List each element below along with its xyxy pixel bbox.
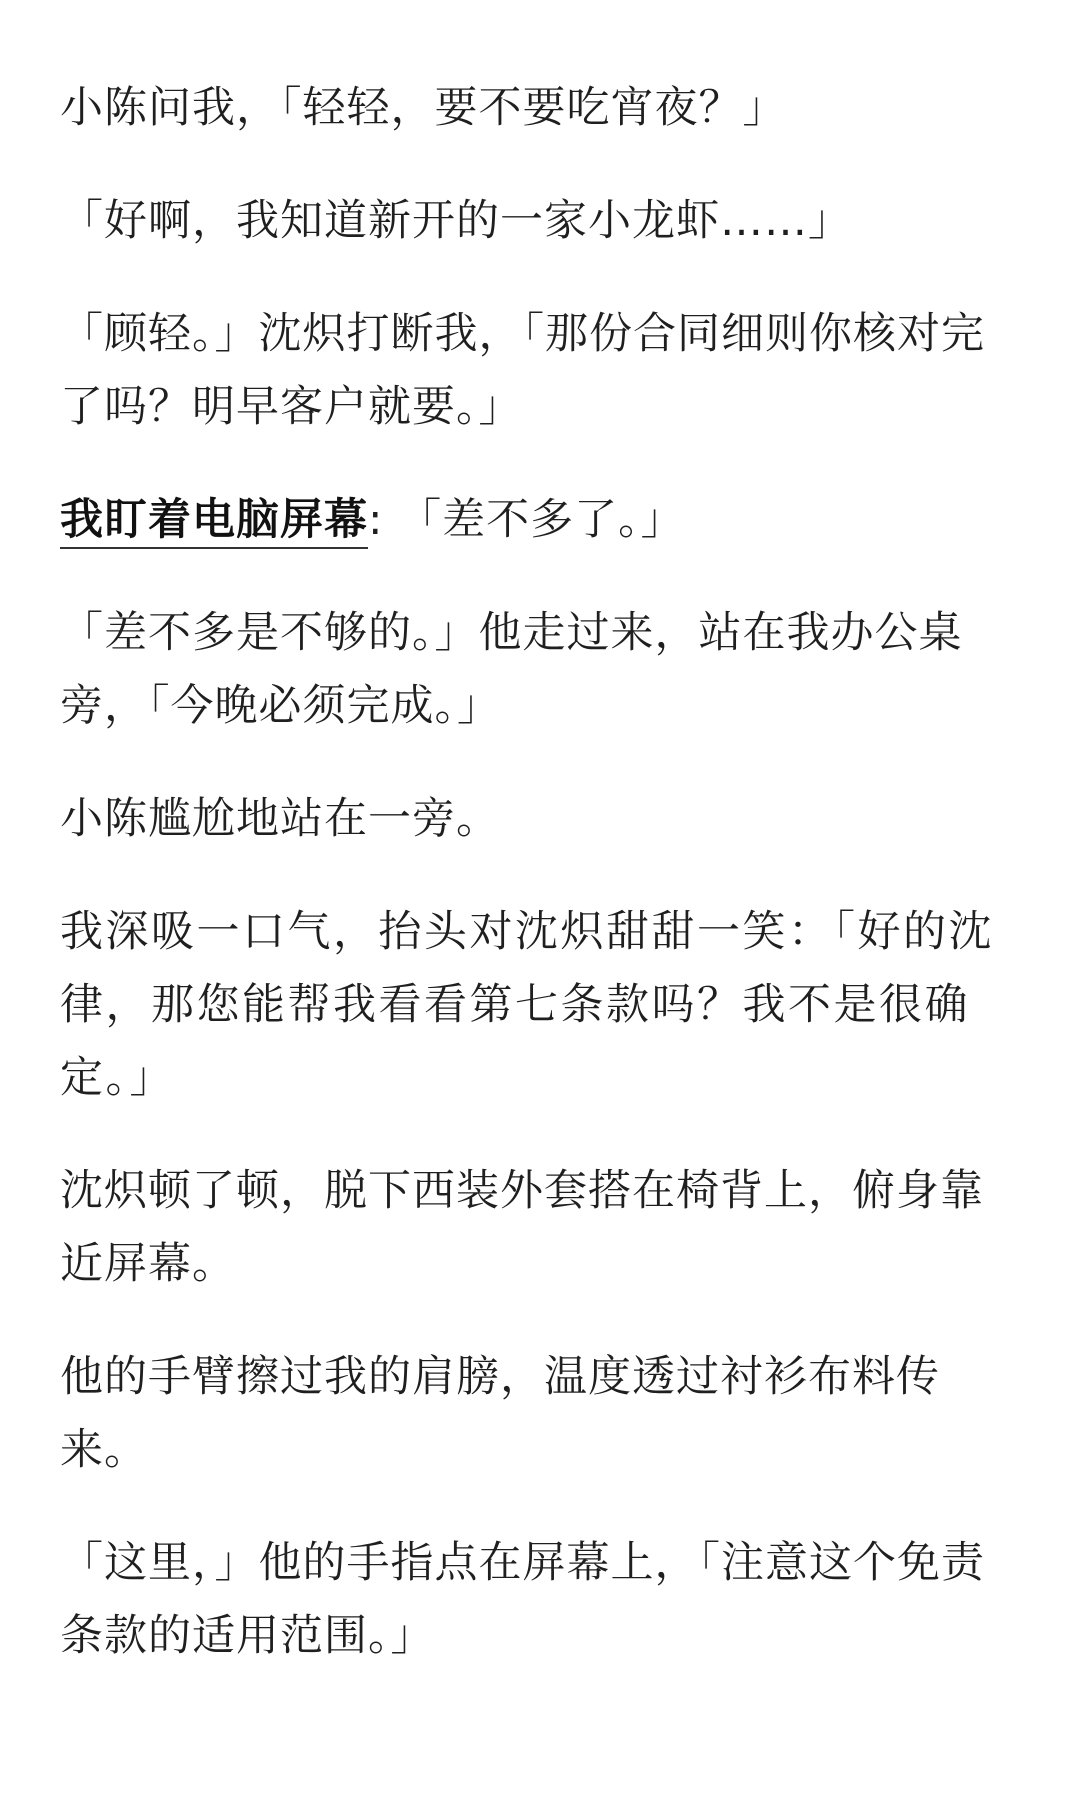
paragraph-4-text: : 「差不多了。」 bbox=[368, 495, 685, 545]
paragraph-10: 「这里，」他的手指点在屏幕上，「注意这个免责条款的适用范围。」 bbox=[60, 1538, 985, 1661]
paragraph-9: 他的手臂擦过我的肩膀，温度透过衬衫布料传来。 bbox=[60, 1352, 940, 1475]
paragraph-7: 我深吸一口气，抬头对沈炽甜甜一笑：「好的沈律，那您能帮我看看第七条款吗？我不是很确定。」 bbox=[60, 907, 994, 1103]
paragraph-1: 小陈问我，「轻轻，要不要吃宵夜？」 bbox=[60, 83, 787, 133]
paragraph-6: 小陈尴尬地站在一旁。 bbox=[60, 794, 500, 844]
paragraph-3: 「顾轻。」沈炽打断我，「那份合同细则你核对完了吗？明早客户就要。」 bbox=[60, 309, 985, 432]
paragraph-4 bbox=[60, 484, 1020, 557]
keyword-link[interactable]: 我盯着电脑屏幕 bbox=[60, 495, 368, 549]
article-body bbox=[60, 72, 1020, 1713]
paragraph-5: 「差不多是不够的。」他走过来，站在我办公桌旁，「今晚必须完成。」 bbox=[60, 608, 963, 731]
paragraph-8: 沈炽顿了顿，脱下西装外套搭在椅背上，俯身靠近屏幕。 bbox=[60, 1166, 984, 1289]
paragraph-2: 「好啊，我知道新开的一家小龙虾……」 bbox=[60, 196, 852, 246]
